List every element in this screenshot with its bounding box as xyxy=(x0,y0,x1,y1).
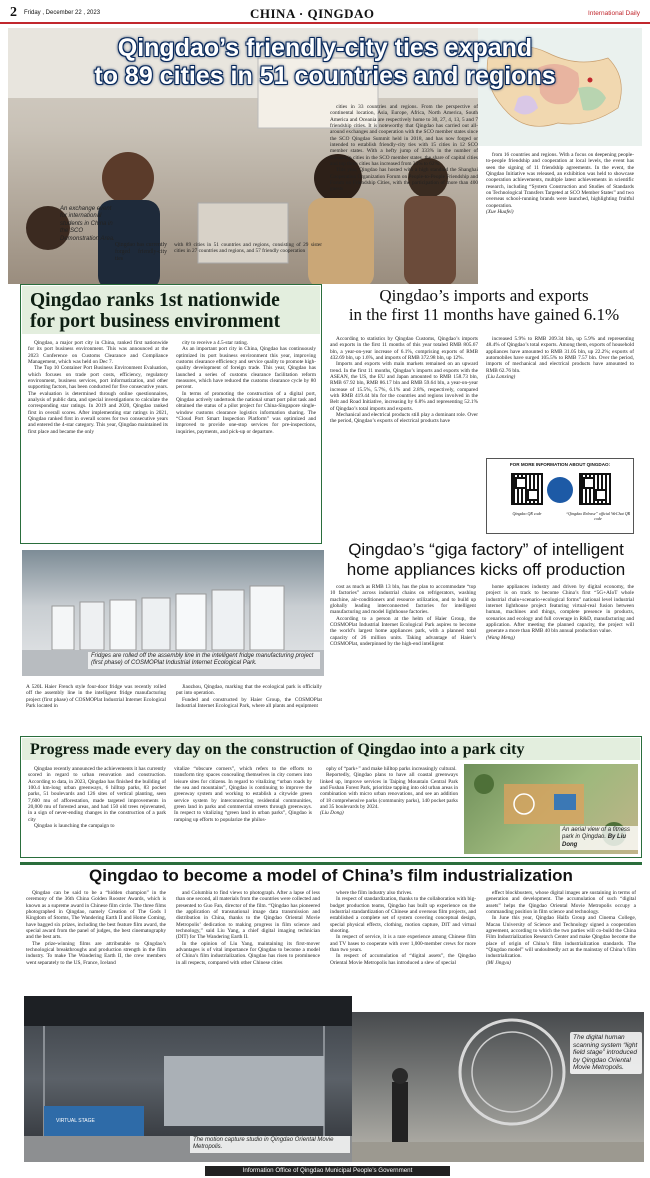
story1-col4-p1: from 16 countries and regions. With a focus on deepening people-to-people friendship and cooperation at local levels, the event has seen the signing of 11 friendship agreements. In the event, the Qingdao Initiative was released, an exhibition was held to showcase cooperation achievements, multiple latest achievements in scientific research, including “System Construction and Studies of Standards on Technological Transfers Targeted at SCO Member States” and two overseas school-running brands were launched, highlighting fruitful cooperation. xyxy=(486,152,634,209)
story4-title-line1: Qingdao’s “giga factory” of intelligent xyxy=(348,540,624,559)
story2-title-line2: for port business environment xyxy=(30,311,281,332)
story1-col2: with 89 cities in 51 countries and regions, consisting of 29 sister cities in 27 countries and regions, and 57 friendly cooperation xyxy=(174,242,322,255)
story6-col2 xyxy=(176,890,320,1008)
story1-byline: (Xue Huafei) xyxy=(486,209,514,216)
story6-col3 xyxy=(330,890,476,1006)
story1-photo-caption: An exchange event for international students in China in the SCO Demonstration Area. xyxy=(60,206,115,242)
page-number: 2 xyxy=(10,5,17,20)
story2-col2-p3: In terms of promoting the construction of a digital port, Qingdao actively undertook the national smart port pilot task and obtained the status of a pilot project for China-Singapore single-window customs clearance logistics information sharing. The “Cloud Port Smart Inspection Platform” was optimized and improved to provide one-stop services for pre-inspections, inquiries, payments, and pick-up or departure. xyxy=(176,390,316,435)
paper-name: International Daily xyxy=(587,10,640,17)
story6-col1 xyxy=(26,890,166,992)
section-name: CHINA · QINGDAO xyxy=(250,6,375,21)
story2-col1 xyxy=(28,340,168,540)
story2-col1-p1: Qingdao, a major port city in China, ranked first nationwide for its port business environment. This was announced at the 2023 Conference on Customs Clearance and Compliance Management, which was held on Dec 7. xyxy=(28,340,168,366)
story1-col3-p1: cities in 33 countries and regions. From the perspective of continental location, Asia, Europe, Africa, North America, South America and Oceania are respectively home to 30, 27, 4, 13, 5 and 7 friendship cities. It is noteworthy that Qingdao has carried out all-around exchanges and cooperation with the SCO member states since the SCO Qingdao Summit held in 2018, and has now forged or intended to establish friendly-city ties with 15 cities in 12 SCO member states. With a hefty jump of 333% in the number of friendship cities in the SCO member states, the share of capital cities and top three cities has increased from 33% to 62%. xyxy=(330,104,478,168)
story5-col1 xyxy=(28,766,166,854)
story5-col3-p2: Reportedly, Qingdao plans to have all coastal greenways linked up, improve services in Taiping Mountain Central Park and Fushan Forest Park, prioritize tapping into old urban areas in combination with micro urban renovations, and see an addition of 18 comprehensive parks (community parks), 140 pocket parks and 35 boulevards by 2024. xyxy=(320,772,458,811)
story5-col3-p1: ophy of “park+” and make hilltop parks increasingly cultural. xyxy=(326,766,457,772)
story4-title-line2: home appliances kicks off production xyxy=(346,560,626,579)
story3-col1-p2: Imports and exports with main markets remained on an upward trend. In the first 11 months, Qingdao’s imports and exports with the ASEAN, the US, the EU and Japan amounted to RMB 158.73 bln, RMB 67.92 bln, RMB 86.17 bln and RMB 59.64 bln, a year-on-year increase of 15.5%, 5.7%, 6.1% and 2.8%, respectively, compared with RMB 419.44 bln for the countries and regions involved in the Belt and Road Initiative, increasing by 6.8% and representing 52.1% of Qingdao’s total imports and exports. xyxy=(330,361,478,412)
story6-col1-p1: Qingdao can be said to be a “hidden champion” in the ceremony of the 36th China Golden Rooster Awards, which is known as a supreme award in Chinese film circle. The three films photographed in Qingdao, namely Creation of The Gods I Kingdom of Storms, The Wandering Earth II and Home Coming, have bagged six prizes, including the best feature film award, the special award from the panel of judges, the best cinematography and the best arts. xyxy=(26,890,166,941)
story2-title xyxy=(30,290,320,332)
story3-title-line1: Qingdao’s imports and exports xyxy=(379,286,589,305)
story6-col3-p4: In respect of accumulation of “digital assets”, the Qingdao Oriental Movie Metropolis has introduced a slew of special xyxy=(330,953,476,966)
story2-col2-p2: As an important port city in China, Qingdao has continuously optimized its port business environment this year, improving customs clearance efficiency and service quality to promote high-quality development of foreign trade. This year, Qingdao has launched a series of customs clearance facilitation reform measures, which have reduced the customs clearance cycle by 80 percent. xyxy=(176,346,316,391)
story3-col1-p1: According to statistics by Qingdao Customs, Qingdao’s imports and exports in the first 11 months of this year totaled RMB 805.67 bln, a year-on-year increase of 6.1%, comprising exports of RMB 432.69 bln, up 1.6%, and imports of RMB 372.98 bln, up 12%. xyxy=(330,336,478,362)
story4-col4-p1: home appliances industry and driven by digital economy, the project is on track to become China’s first “5G+AIoT whole industrial chain+scenario+ecological forms” national level industrial internet lighthouse project featuring virtual-real fusion between human, machines and things, complete presence in products, scenarios and ecology and full coverage in R&D, manufacturing and application. After meeting the planned capacity, the project will generate a more than RMB 40 bln annual production value. xyxy=(486,584,634,635)
story6-col3-p3: In respect of service, it is a rare experience among Chinese film and TV bases to cooperate with over 1,000-member crews for more than two years. xyxy=(330,934,476,954)
story5-photo-credit: By Liu Dong xyxy=(562,834,627,848)
dateline: Friday , December 22 , 2023 xyxy=(24,10,101,16)
story5-col2: vitalize “obscure corners”, which refers to the efforts to transform tiny spaces concealing themselves in city corners into leisure sites for citizens. In regard to vitalizing “urban roads by the sea and mountains”, Qingdao is continuing to improve the greenway system and working to establish a citywide green service system by interconnecting residential communities, green land in parks and commercial streets through greenways. In respect to vitalizing “green land in urban parks”, Qingdao is ramping up efforts to popularize the philos- xyxy=(174,766,312,823)
qr-code-qingdao[interactable] xyxy=(511,473,543,505)
story6-col3-p2: In respect of standardization, thanks to the collaboration with big-budget production teams, Qingdao has built up experience on the industrial standardization of Chinese and overseas film projects, and established a complete set of system covering conceptual design, special physical effects, clothing, motion capture, DIT and virtual shooting. xyxy=(330,896,476,935)
story5-byline: (Liu Dong) xyxy=(320,810,344,817)
story5-col1-p2: Qingdao is launching the campaign to xyxy=(34,823,115,830)
story4-col2 xyxy=(176,684,322,732)
masthead-rule xyxy=(0,22,650,24)
story4-col2-p2: Funded and constructed by Haier Group, the COSMOPlat Industrial Internet Ecological Park, where all plants and equipment xyxy=(176,696,322,710)
story1-title xyxy=(20,34,630,90)
qingdao-logo-mark xyxy=(547,477,573,503)
story4-col3 xyxy=(330,584,476,732)
story6-col1-p2: The prize-winning films are attributable to Qingdao’s technological breakthroughs and production strength in the film industry. To make The Wandering Earth II, the crew members went separately to the US, France, Iceland xyxy=(26,940,166,966)
story3-title-line2: in the first 11 months have gained 6.1% xyxy=(348,305,620,324)
story6-col4 xyxy=(486,890,636,1008)
story3-col2-p1: increased 5.9% to RMB 209.34 bln, up 5.9% and representing 48.4% of Qingdao’s total exports. Among them, exports of household appliances have amounted to RMB 31.05 bln, up 22.2%; exports of automobiles have surged 105.5% to RMB 7.57 bln. Over the period, imports of mechanical and electrical products have amounted to RMB 62.76 bln. xyxy=(486,336,634,374)
story4-col2-p1: Jiaozhou, Qingdao, marking that the ecological park is officially put into operation. xyxy=(176,684,322,697)
story6-col4-p1: effect blockbusters, whose digital images are sustaining in terms of generation and development. The accumulation of such “digital assets” helps the Qingdao Oriental Movie Metropolis occupy a commanding position in film science and technology. xyxy=(486,890,636,916)
story1-col4 xyxy=(486,152,634,278)
story2-col1-p2: The Top 10 Container Port Business Environment Evaluation, which focuses on trade port costs, efficiency, regulatory environment, business services, port informatization, and other supporting factors, has been conducted for five consecutive years. The evaluation is determined through online questionnaires, analysis of public data, and special investigations to calculate the corresponding star ratings. In 2019 and 2020, Qingdao ranked first in overall scores. After implementing star ratings in 2021, Qingdao ranked first in overall scores for two consecutive years and entered the 4-star category. This year, Qingdao maintained its first place and became the only xyxy=(28,365,168,435)
story1-title-line2: to 89 cities in 51 countries and regions xyxy=(94,62,556,90)
qr-panel xyxy=(486,458,634,534)
story6-title: Qingdao to become a model of China’s film industrialization xyxy=(89,866,573,885)
story2-col2 xyxy=(176,340,316,540)
story3-col1 xyxy=(330,336,478,532)
story1-title-line1: Qingdao’s friendly-city ties expand xyxy=(117,34,533,62)
story3-col2 xyxy=(486,336,634,408)
qr2-label: “Qingdao Release” official WeChat QR code xyxy=(565,511,631,521)
story4-col3-p1: cost as much as RMB 13 bln, has the plan to accommodate “top 10 factories” across industrial chains on refrigerators, washing machine, air-conditioners and resource utilization, and to build up globally leading interconnected factories for intelligent manufacturing and model lighthouse factories. xyxy=(330,584,476,616)
story6-col2-p1: and Columbia to find views to photograph. After a lapse of less than one second, all materials from the countries were collected and presented to Guo Fan, director of the film. “Qingdao has pioneered the application of transnational image data transmission and distribution in China, thanks to the Qingdao Oriental Movie Metropolis’ dedication to making progress in film science and technology,” said Liu Yang, a chief digital imaging technician (DIT) for The Wandering Earth II. xyxy=(176,890,320,941)
story4-col3-p2: According to a person at the helm of Haier Group, the COSMOPlat Industrial Internet Ecological Park aspires to become the world’s largest home appliances park, with a planned total capacity of 26 million units. Taking advantage of Haier’s COSMOPlat, underpinned by the high-end intelligent xyxy=(330,615,476,648)
story5-caption-line1: An aerial view of a fitness park in xyxy=(562,827,631,841)
qr-heading: FOR MORE INFORMATION ABOUT QINGDAO: xyxy=(509,462,611,467)
story5-title: Progress made every day on the construction of Qingdao into a park city xyxy=(30,741,525,758)
story4-col1: A 520L Haier French style four-door fridge was recently rolled off the assembly line in the intelligent fridge manufacturing project (first phase) of COSMOPlat Industrial Internet Ecological Park located in xyxy=(26,684,166,710)
story5-photo-caption xyxy=(560,826,640,850)
story5-col3 xyxy=(320,766,458,854)
story4-col4 xyxy=(486,584,634,732)
story6-photo2-caption: The digital human scanning system “light field stage” introduced by Qingdao Oriental Movie Metropolis. xyxy=(570,1032,642,1074)
story2-col2-p1: city to receive a 4.5-star rating. xyxy=(182,340,249,346)
story1-col3 xyxy=(330,104,478,280)
story6-byline: (Mi Jingyu) xyxy=(486,959,511,966)
story3-title xyxy=(326,286,642,324)
story6-col2-p2: In the opinion of Liu Yang, maintaining its first-mover advantages is of vital importance for Qingdao to become a model of China’s film industrialization. Qingdao has risen to prominence in all respects, compared with other Chinese cities xyxy=(176,940,320,966)
story4-photo-caption: Fridges are rolled off the assembly line in the intelligent fridge manufacturing project (first phase) of COSMOPlat Industrial Internet Ecological Park. xyxy=(88,652,320,669)
story5-col1-p1: Qingdao recently announced the achievements it has currently scored in regard to urban renovation and construction. According to data, in 2023, Qingdao has finished the building of 100.4 km-long urban greenways, 6 hilltop parks, 83 pocket parks, 51 boulevards and 126 sites of vertical planting, seen 7,600 mu of afforestation, made targeted improvements in 20,000 mu of forested areas, and had 150 old trees rejuvenated, in a sign of never-ending changes in the construction of a park city xyxy=(28,766,166,823)
footer-credit: Information Office of Qingdao Municipal People’s Government xyxy=(205,1166,450,1176)
story1-col3-p2: This year, Qingdao has hosted with a high standard the Shanghai Cooperation Organization Forum on People-to-People Friendship and Forum on Friendship Cities, with the participation of more than 400 guests xyxy=(330,167,478,193)
story6-col4-p2: In June this year, Qingdao Haifa Group and Cinema College, Macau University of Science and Technology signed a cooperation agreement, according to which the two parties will co-build the China Film Industrialization Research Center and make Qingdao become the place of origin of China’s film industrialization standards. The “Qingdao model” will undoubtedly act as the mainstay of China’s film industrialization. xyxy=(486,915,636,960)
story6-top-rule xyxy=(20,862,642,865)
qr-code-wechat[interactable] xyxy=(579,473,611,505)
story4-title xyxy=(330,540,642,580)
story4-byline: (Wang Meng) xyxy=(486,634,515,641)
story6-photo1-caption: The motion capture studio in Qingdao Oriental Movie Metropolis. xyxy=(190,1136,350,1153)
story3-byline: (Liu Lanxing) xyxy=(486,374,516,381)
qr1-label: Qingdao QR code xyxy=(512,511,542,516)
story6-col3-p1: where the film industry also thrives. xyxy=(336,890,413,896)
story2-title-line1: Qingdao ranks 1st nationwide xyxy=(30,290,280,311)
virtual-stage-screen-text: VIRTUAL STAGE xyxy=(56,1118,95,1124)
story3-col1-p3: Mechanical and electrical products still play a dominant role. Over the period, Qingdao’s exports of electrical products have xyxy=(330,412,478,425)
story1-lead: Qingdao has currently forged friendly-city ties xyxy=(115,242,167,263)
story5-caption-line2: Qingdao. xyxy=(581,834,607,841)
